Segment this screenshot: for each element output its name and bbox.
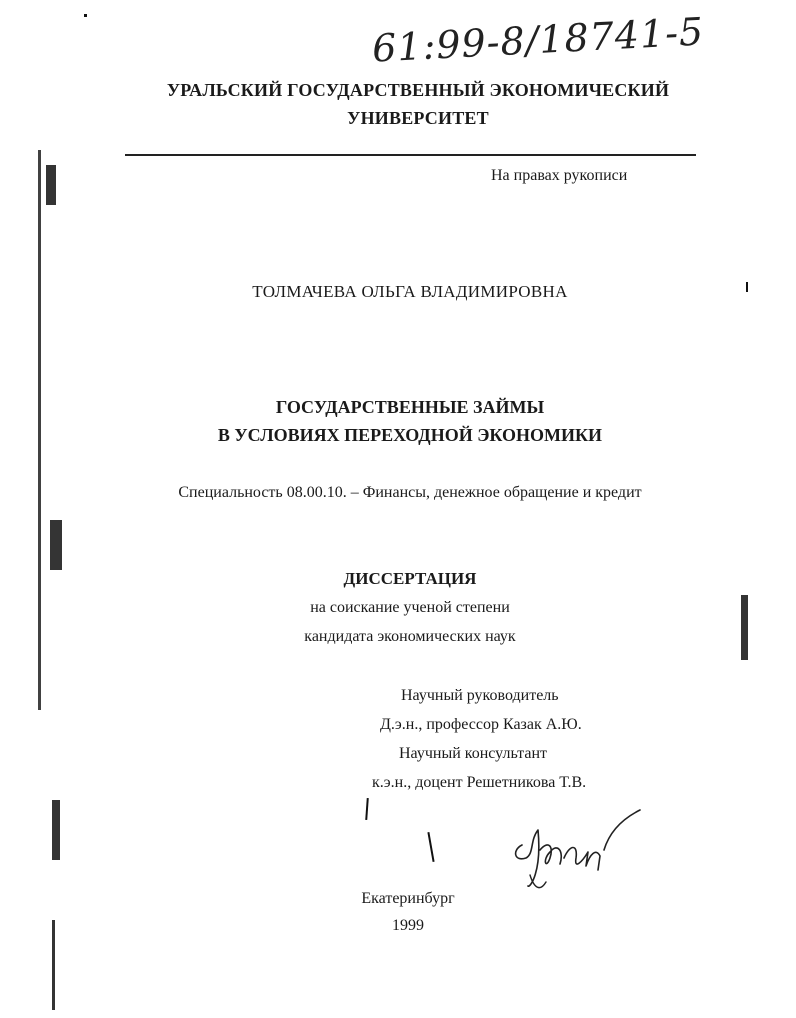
- pen-mark-1: [365, 798, 369, 820]
- scan-edge-left-mark-3: [52, 800, 60, 860]
- specialty-line: Специальность 08.00.10. – Финансы, денежное обращение и кредит: [178, 484, 642, 501]
- consultant-name: к.э.н., доцент Решетникова Т.В.: [372, 774, 587, 791]
- work-type: ДИССЕРТАЦИЯ: [343, 569, 477, 588]
- author-name: ТОЛМАЧЕВА ОЛЬГА ВЛАДИМИРОВНА: [252, 282, 568, 301]
- university-name-line2: УНИВЕРСИТЕТ: [347, 108, 489, 128]
- header-rule: [125, 154, 696, 156]
- supervisor-name: Д.э.н., профессор Казак А.Ю.: [380, 716, 582, 733]
- dissertation-title-line1: ГОСУДАРСТВЕННЫЕ ЗАЙМЫ: [275, 397, 545, 417]
- degree-line2: кандидата экономических наук: [304, 628, 516, 645]
- scan-edge-left-bottom: [52, 920, 55, 1010]
- signature-stroke: [516, 810, 640, 886]
- catalog-number-handwritten: 61:99-8/18741-5: [371, 9, 706, 71]
- scan-edge-left-mark-2: [50, 520, 62, 570]
- signature-image: [500, 800, 650, 895]
- scan-edge-top-tick: [84, 14, 87, 17]
- city: Екатеринбург: [361, 890, 455, 907]
- university-name-line1: УРАЛЬСКИЙ ГОСУДАРСТВЕННЫЙ ЭКОНОМИЧЕСКИЙ: [166, 80, 670, 100]
- year: 1999: [392, 917, 424, 934]
- scan-edge-left-mark: [46, 165, 56, 205]
- supervisor-label: Научный руководитель: [401, 687, 559, 704]
- dissertation-title-line2: В УСЛОВИЯХ ПЕРЕХОДНОЙ ЭКОНОМИКИ: [217, 425, 603, 445]
- signature-underline: [530, 875, 546, 888]
- manuscript-note: На правах рукописи: [491, 167, 628, 184]
- pen-mark-2: [427, 832, 434, 862]
- consultant-label: Научный консультант: [399, 745, 547, 762]
- degree-line1: на соискание ученой степени: [310, 599, 510, 616]
